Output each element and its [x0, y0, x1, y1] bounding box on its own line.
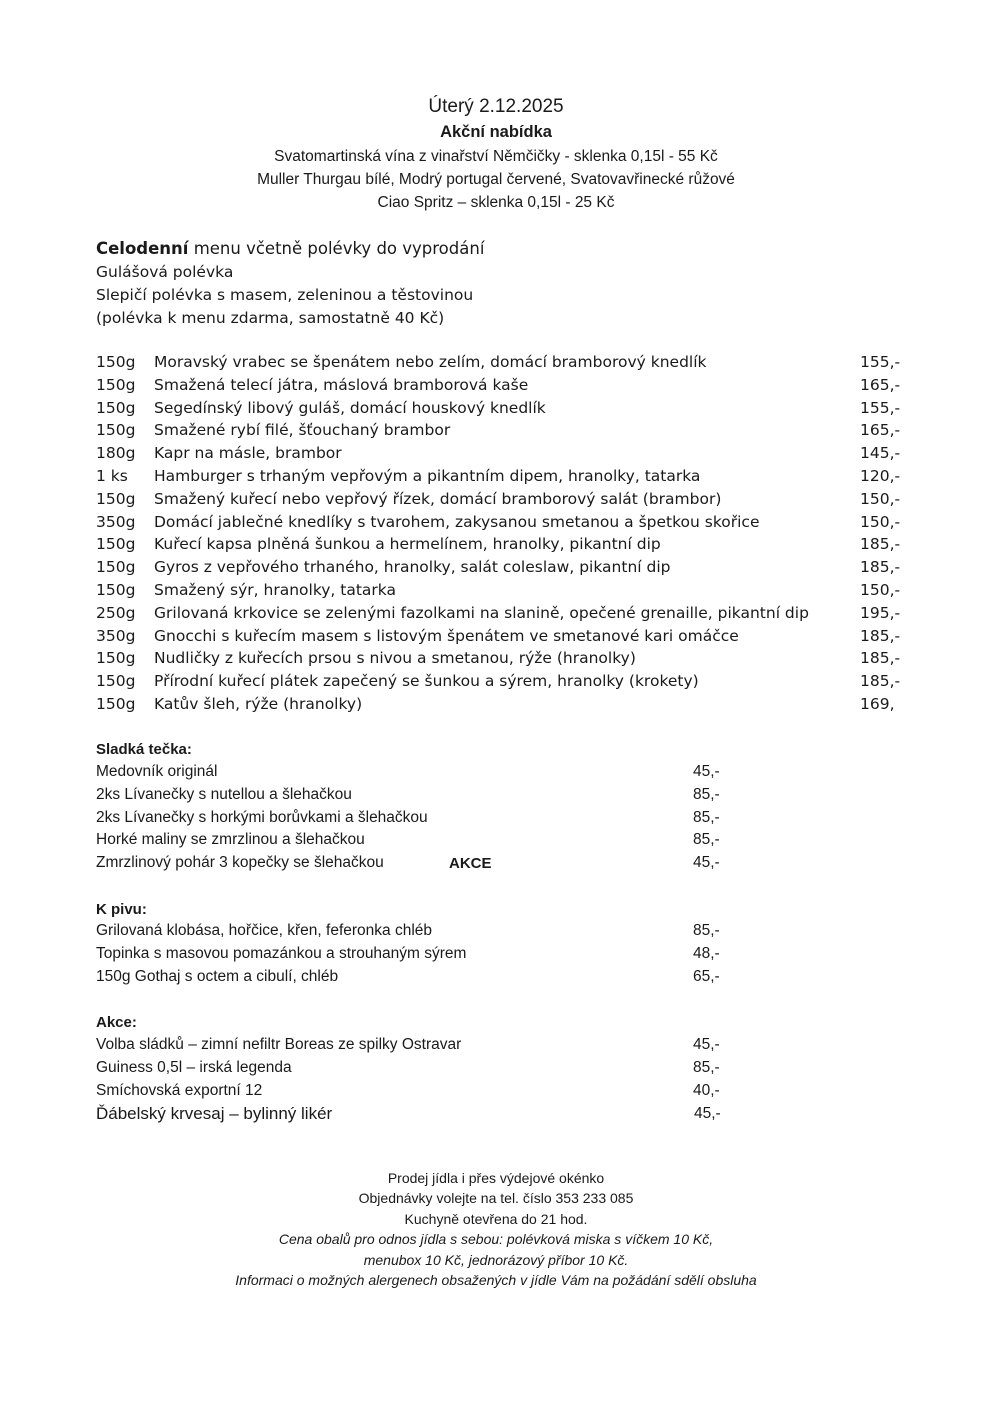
item-name: Guiness 0,5l – irská legenda — [96, 1058, 292, 1076]
menu-item-row — [96, 672, 906, 695]
item-name: Topinka s masovou pomazánkou a strouhaným sýrem — [96, 944, 467, 962]
desserts-row — [96, 763, 736, 786]
menu-item-name: Smažená telecí játra, máslová bramborová kaše — [154, 375, 529, 394]
menu-item-weight: 150g — [96, 672, 136, 691]
desserts-row — [96, 854, 736, 877]
desserts-row — [96, 831, 736, 854]
promos-row — [96, 1036, 736, 1059]
menu-item-price: 150,- — [860, 512, 901, 531]
item-name: Grilovaná klobása, hořčice, křen, feferonka chléb — [96, 922, 433, 939]
menu-item-row — [96, 490, 906, 513]
menu-item-price: 165,- — [860, 421, 901, 440]
soup-item: Slepičí polévka s masem, zeleninou a těstovinou — [96, 286, 474, 304]
menu-item-name: Grilovaná krkovice se zelenými fazolkami na slanině, opečené grenaille, pikantní dip — [154, 603, 809, 622]
menu-item-price: 145,- — [860, 444, 901, 463]
menu-item-row — [96, 604, 906, 627]
item-price: 65,- — [693, 967, 720, 985]
menu-item-name: Moravský vrabec se špenátem nebo zelím, domácí bramborový knedlík — [154, 353, 707, 371]
item-name: Horké maliny se zmrzlinou a šlehačkou — [96, 831, 365, 849]
special-offer-line: Muller Thurgau bílé, Modrý portugal červené, Svatovavřinecké růžové — [257, 171, 735, 188]
main-menu-list — [96, 353, 906, 718]
menu-item-price: 185,- — [860, 649, 901, 668]
footer-packaging-note: Cena obalů pro odnos jídla s sebou: polévková miska s víčkem 10 Kč, — [278, 1231, 714, 1247]
promos-row — [96, 1082, 736, 1105]
beer-snacks-heading: K pivu: — [96, 901, 147, 918]
menu-item-row — [96, 353, 906, 376]
menu-item-name: Domácí jablečné knedlíky s tvarohem, zakysanou smetanou a špetkou skořice — [154, 512, 760, 531]
menu-item-price: 185,- — [860, 535, 901, 554]
menu-item-price: 150,- — [860, 580, 901, 599]
menu-item-price: 185,- — [860, 672, 901, 691]
menu-item-name: Kuřecí kapsa plněná šunkou a hermelínem, hranolky, pikantní dip — [154, 535, 661, 554]
menu-item-price: 169, — [860, 694, 895, 713]
menu-item-weight: 150g — [96, 649, 136, 668]
menu-item-price: 185,- — [860, 558, 901, 577]
item-price: 85,- — [693, 1058, 720, 1076]
promos-row — [96, 1104, 736, 1127]
menu-item-row — [96, 695, 906, 718]
desserts-list — [96, 763, 736, 877]
menu-item-price: 155,- — [860, 353, 901, 371]
item-name: 2ks Lívanečky s horkými borůvkami a šlehačkou — [96, 808, 428, 826]
menu-item-name: Gyros z vepřového trhaného, hranolky, salát coleslaw, pikantní dip — [154, 558, 671, 577]
menu-item-row — [96, 649, 906, 672]
beer-snacks-row — [96, 922, 736, 945]
item-name: Smíchovská exportní 12 — [96, 1081, 263, 1099]
menu-item-row — [96, 399, 906, 422]
menu-item-row — [96, 513, 906, 536]
item-price: 85,- — [693, 831, 720, 849]
menu-item-weight: 350g — [96, 626, 136, 645]
menu-item-weight: 150g — [96, 580, 136, 599]
daily-menu-heading-rest: menu včetně polévky do vyprodání — [188, 239, 485, 258]
menu-item-name: Kapr na másle, brambor — [154, 444, 342, 463]
special-offer-line: Ciao Spritz – sklenka 0,15l - 25 Kč — [377, 194, 615, 211]
item-name: Medovník originál — [96, 763, 218, 780]
menu-item-row — [96, 581, 906, 604]
menu-item-price: 155,- — [860, 398, 901, 417]
footer-allergen-note: Informaci o možných alergenech obsažených v jídle Vám na požádání sdělí obsluha — [235, 1272, 757, 1288]
item-name: Ďábelský krvesaj – bylinný likér — [96, 1104, 333, 1124]
item-price: 45,- — [693, 1036, 720, 1053]
beer-snacks-list — [96, 922, 736, 990]
daily-menu-heading — [96, 239, 484, 258]
menu-item-name: Segedínský libový guláš, domácí houskový knedlík — [154, 398, 546, 417]
footer-line: Prodej jídla i přes výdejové okénko — [387, 1170, 605, 1186]
item-price: 48,- — [693, 944, 720, 962]
menu-item-price: 150,- — [860, 489, 901, 508]
menu-item-row — [96, 558, 906, 581]
menu-item-name: Nudličky z kuřecích prsou s nivou a smetanou, rýže (hranolky) — [154, 649, 636, 668]
item-name: 150g Gothaj s octem a cibulí, chléb — [96, 967, 339, 985]
desserts-row — [96, 786, 736, 809]
menu-item-weight: 150g — [96, 694, 136, 713]
soup-note: (polévka k menu zdarma, samostatně 40 Kč) — [96, 309, 445, 327]
menu-item-name: Hamburger s trhaným vepřovým a pikantním dipem, hranolky, tatarka — [154, 466, 701, 485]
item-price: 85,- — [693, 922, 720, 939]
menu-item-row — [96, 376, 906, 399]
menu-item-weight: 150g — [96, 558, 136, 577]
menu-item-name: Smažené rybí filé, šťouchaný brambor — [154, 421, 451, 440]
menu-item-weight: 180g — [96, 444, 136, 463]
desserts-row — [96, 809, 736, 832]
soup-item: Gulášová polévka — [96, 263, 234, 281]
item-price: 85,- — [693, 808, 720, 826]
menu-item-name: Smažený sýr, hranolky, tatarka — [154, 580, 396, 599]
item-price: 45,- — [693, 763, 720, 780]
item-name: 2ks Lívanečky s nutellou a šlehačkou — [96, 785, 352, 803]
daily-menu-heading-bold: Celodenní — [96, 239, 189, 258]
footer-phone-line: Objednávky volejte na tel. číslo 353 233 085 — [358, 1190, 634, 1206]
menu-item-weight: 1 ks — [96, 466, 128, 485]
menu-item-price: 195,- — [860, 603, 901, 622]
menu-date: Úterý 2.12.2025 — [428, 96, 564, 117]
menu-item-weight: 150g — [96, 421, 136, 440]
desserts-heading: Sladká tečka: — [96, 741, 192, 758]
menu-item-name: Smažený kuřecí nebo vepřový řízek, domácí bramborový salát (brambor) — [154, 489, 722, 508]
menu-item-weight: 150g — [96, 353, 136, 371]
menu-item-weight: 250g — [96, 603, 136, 622]
promos-list — [96, 1036, 736, 1127]
item-price: 85,- — [693, 785, 720, 803]
beer-snacks-row — [96, 945, 736, 968]
menu-item-weight: 150g — [96, 398, 136, 417]
item-name: Volba sládků – zimní nefiltr Boreas ze spilky Ostravar — [96, 1036, 462, 1053]
promos-heading: Akce: — [96, 1014, 137, 1031]
footer-hours-line: Kuchyně otevřena do 21 hod. — [404, 1211, 588, 1227]
menu-item-weight: 150g — [96, 535, 136, 554]
item-price: 45,- — [694, 1105, 721, 1123]
special-offer-line: Svatomartinská vína z vinařství Němčičky - sklenka 0,15l - 55 Kč — [274, 148, 718, 165]
menu-item-weight: 350g — [96, 512, 136, 531]
menu-item-price: 185,- — [860, 626, 901, 645]
menu-item-row — [96, 627, 906, 650]
item-price: 45,- — [693, 854, 720, 872]
menu-item-name: Katův šleh, rýže (hranolky) — [154, 694, 363, 713]
menu-item-row — [96, 535, 906, 558]
footer-packaging-note: menubox 10 Kč, jednorázový příbor 10 Kč. — [363, 1252, 629, 1268]
menu-item-weight: 150g — [96, 375, 136, 394]
menu-item-name: Přírodní kuřecí plátek zapečený se šunkou a sýrem, hranolky (krokety) — [154, 672, 699, 691]
promo-tag-badge: AKCE — [449, 855, 492, 873]
menu-item-price: 165,- — [860, 375, 901, 394]
menu-item-name: Gnocchi s kuřecím masem s listovým špenátem ve smetanové kari omáčce — [154, 626, 739, 645]
menu-item-row — [96, 467, 906, 490]
menu-item-price: 120,- — [860, 466, 901, 485]
menu-item-weight: 150g — [96, 489, 136, 508]
menu-item-row — [96, 444, 906, 467]
item-name: Zmrzlinový pohár 3 kopečky se šlehačkou — [96, 854, 384, 872]
menu-item-row — [96, 421, 906, 444]
special-offer-title: Akční nabídka — [440, 123, 552, 141]
promos-row — [96, 1059, 736, 1082]
beer-snacks-row — [96, 968, 736, 991]
item-price: 40,- — [693, 1081, 720, 1099]
